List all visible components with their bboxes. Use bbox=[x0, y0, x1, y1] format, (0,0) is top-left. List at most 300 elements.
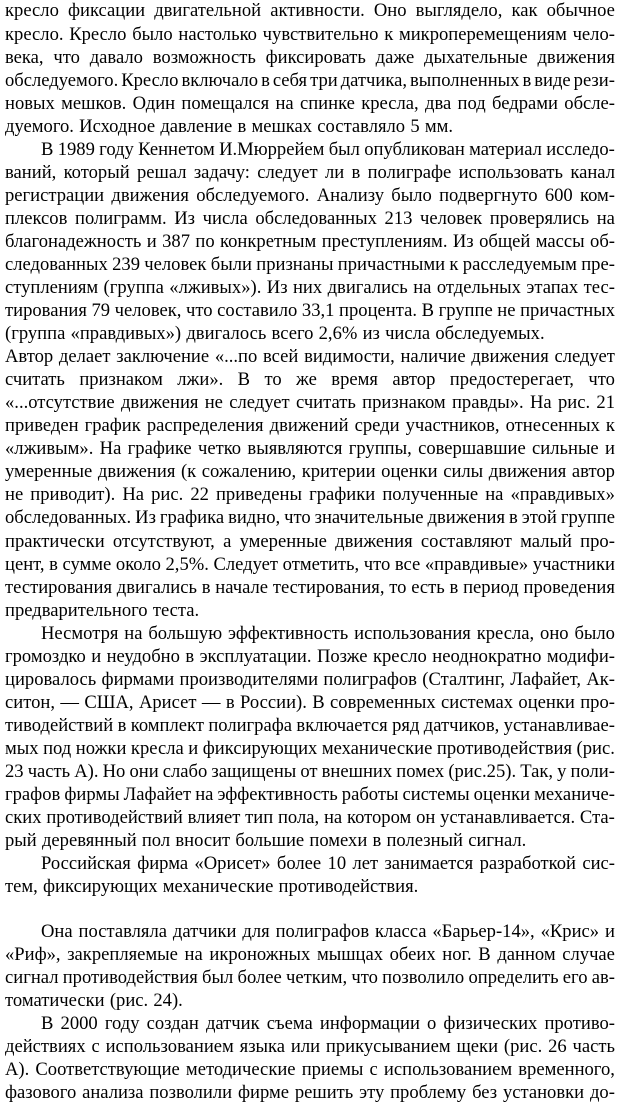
word: эту bbox=[359, 1082, 385, 1103]
text-line bbox=[5, 829, 615, 853]
word: Но bbox=[102, 761, 126, 782]
word: эффективность bbox=[217, 784, 338, 805]
word: признаны bbox=[256, 254, 334, 275]
word: причастных bbox=[520, 300, 615, 321]
text-line bbox=[5, 1058, 615, 1082]
word: Лафайет, bbox=[510, 669, 581, 690]
word: более bbox=[237, 967, 282, 988]
text-line bbox=[5, 553, 615, 577]
word: что bbox=[363, 554, 391, 575]
word: не bbox=[5, 484, 24, 505]
word: противодействий bbox=[46, 807, 183, 828]
text-line bbox=[5, 875, 615, 899]
word: фиксировать bbox=[265, 47, 366, 68]
word: группе bbox=[438, 300, 493, 321]
word: случае bbox=[562, 944, 615, 965]
word: движения bbox=[471, 346, 549, 367]
word: 79 bbox=[91, 300, 111, 321]
word: томатически bbox=[5, 990, 105, 1011]
word: рый bbox=[5, 830, 37, 851]
word: данном bbox=[497, 944, 556, 965]
word: или bbox=[290, 1036, 321, 1057]
word: Позже bbox=[316, 646, 368, 667]
word: 24). bbox=[153, 990, 183, 1011]
word: Из bbox=[266, 277, 288, 298]
word: Российская bbox=[41, 853, 131, 874]
word: значительные bbox=[314, 507, 424, 528]
word: (рис.25). bbox=[448, 761, 517, 782]
word: делает bbox=[58, 346, 111, 367]
word: человек bbox=[420, 208, 483, 229]
text-line bbox=[5, 69, 615, 93]
word: исследо- bbox=[546, 139, 615, 160]
word: решить bbox=[294, 1082, 354, 1103]
text-line bbox=[5, 576, 615, 600]
word: эффективность bbox=[227, 623, 349, 644]
word: человек, bbox=[114, 300, 182, 321]
word: двигалось bbox=[186, 323, 267, 344]
word: позволило bbox=[382, 967, 465, 988]
word: слабо bbox=[162, 761, 208, 782]
word: рис. bbox=[557, 392, 591, 413]
word: проверялись bbox=[489, 208, 590, 229]
word: в bbox=[522, 70, 532, 91]
text-line bbox=[5, 23, 615, 47]
word: опубликован bbox=[364, 139, 465, 160]
word: сумме bbox=[62, 554, 112, 575]
word: возможность bbox=[152, 47, 256, 68]
text-line bbox=[5, 437, 615, 461]
word: массы bbox=[535, 231, 585, 252]
text-line bbox=[5, 253, 615, 277]
word: России). bbox=[240, 692, 307, 713]
word: решал bbox=[136, 162, 187, 183]
word: фирмы bbox=[64, 784, 120, 805]
word: 23 bbox=[5, 761, 24, 782]
word: двигались bbox=[327, 277, 408, 298]
word: следует bbox=[257, 162, 318, 183]
text-line bbox=[5, 414, 615, 438]
word: ли bbox=[324, 162, 345, 183]
word: «...по bbox=[214, 346, 258, 367]
word: «лживым». bbox=[5, 438, 94, 459]
word: критерии bbox=[301, 461, 376, 482]
text-line bbox=[41, 622, 615, 646]
word: участники bbox=[532, 554, 615, 575]
word: позволили bbox=[149, 1082, 233, 1103]
word: на bbox=[323, 807, 343, 828]
word: автор bbox=[392, 369, 436, 390]
word: активности. bbox=[270, 0, 365, 21]
word: тес- bbox=[583, 277, 615, 298]
word: «Барьер-14», bbox=[432, 921, 535, 942]
word: пре- bbox=[581, 254, 615, 275]
word: в bbox=[351, 162, 361, 183]
word: полиграфе bbox=[367, 162, 452, 183]
word: мых bbox=[5, 738, 39, 759]
word: видно, bbox=[228, 507, 281, 528]
word: числа bbox=[385, 323, 431, 344]
word: 239 bbox=[112, 254, 140, 275]
word: всей bbox=[263, 346, 299, 367]
word: устанавливается. bbox=[440, 807, 576, 828]
text-line bbox=[5, 530, 615, 554]
word: ваний, bbox=[5, 162, 57, 183]
word: приемы bbox=[301, 1059, 364, 1080]
word: обследуемого. bbox=[5, 70, 119, 91]
word: неудобно bbox=[106, 646, 180, 667]
text-line bbox=[5, 460, 615, 484]
word: году bbox=[99, 139, 134, 160]
word: и bbox=[146, 231, 157, 252]
word: канал bbox=[570, 162, 615, 183]
word: материал bbox=[469, 139, 542, 160]
word: ком- bbox=[580, 185, 615, 206]
word: помехи bbox=[309, 830, 368, 851]
word: по bbox=[195, 231, 215, 252]
word: На bbox=[122, 484, 145, 505]
word: составляют bbox=[420, 531, 512, 552]
text-line bbox=[5, 714, 615, 738]
word: (рис. bbox=[576, 738, 615, 759]
word: информации bbox=[319, 1013, 420, 1034]
word: 387 bbox=[162, 231, 190, 252]
word: плексов bbox=[5, 208, 68, 229]
word: на bbox=[124, 623, 143, 644]
word: «правдивых» bbox=[510, 484, 615, 505]
word: «Риф», bbox=[5, 944, 61, 965]
word: дуемого. bbox=[5, 116, 74, 137]
text-line bbox=[5, 46, 615, 70]
text-line bbox=[5, 966, 615, 990]
word: распределения bbox=[146, 415, 264, 436]
text-line bbox=[5, 737, 615, 761]
word: включается bbox=[296, 715, 388, 736]
word: мм. bbox=[424, 116, 453, 137]
text-line bbox=[41, 852, 615, 876]
word: В bbox=[478, 944, 491, 965]
word: что bbox=[186, 300, 213, 321]
text-line bbox=[5, 691, 615, 715]
word: было bbox=[574, 623, 615, 644]
text-line bbox=[5, 92, 615, 116]
word: кресла, bbox=[361, 93, 419, 114]
word: среди bbox=[354, 415, 400, 436]
word: поли- bbox=[570, 761, 615, 782]
word: был bbox=[202, 967, 234, 988]
word: вносит bbox=[175, 830, 231, 851]
word: ступлениям bbox=[5, 277, 99, 298]
word: Один bbox=[132, 93, 176, 114]
word: году bbox=[104, 1013, 140, 1034]
word: не bbox=[204, 392, 223, 413]
word: сис- bbox=[582, 853, 615, 874]
word: на bbox=[596, 208, 615, 229]
word: тем, bbox=[5, 876, 38, 897]
word: котором bbox=[346, 807, 412, 828]
word: всего bbox=[271, 323, 314, 344]
word: «лживых»). bbox=[169, 277, 262, 298]
word: следованных bbox=[5, 254, 108, 275]
word: на bbox=[413, 277, 432, 298]
word: 213 bbox=[384, 208, 413, 229]
word: процента. bbox=[339, 300, 417, 321]
word: кресла bbox=[130, 738, 184, 759]
text-line bbox=[41, 1012, 615, 1036]
word: Так, bbox=[520, 761, 554, 782]
word: себя bbox=[272, 70, 308, 91]
word: считать bbox=[5, 369, 65, 390]
word: производителями bbox=[179, 669, 319, 690]
word: от bbox=[300, 761, 318, 782]
word: Ак- bbox=[586, 669, 615, 690]
word: проведения bbox=[523, 577, 615, 598]
word: давление bbox=[160, 116, 233, 137]
word: двигательной bbox=[154, 0, 262, 21]
word: участников, bbox=[405, 415, 500, 436]
word: следует bbox=[554, 346, 615, 367]
word: он bbox=[416, 807, 436, 828]
text-line bbox=[5, 276, 615, 300]
word: об- bbox=[590, 231, 615, 252]
word: использовать bbox=[458, 162, 564, 183]
word: график bbox=[84, 415, 141, 436]
text-line bbox=[5, 391, 615, 415]
word: чело- bbox=[572, 24, 615, 45]
word: 5 bbox=[410, 116, 420, 137]
word: Следует bbox=[213, 554, 279, 575]
word: бедрами bbox=[492, 93, 558, 114]
word: практически bbox=[5, 531, 105, 552]
word: правды». bbox=[451, 392, 524, 413]
word: ряд bbox=[392, 715, 420, 736]
word: автор bbox=[571, 461, 615, 482]
word: кресла, bbox=[476, 623, 535, 644]
word: предостерегает, bbox=[449, 369, 574, 390]
word: в bbox=[237, 116, 247, 137]
word: группы, bbox=[348, 438, 412, 459]
word: спинке bbox=[299, 93, 355, 114]
word: икроножных bbox=[209, 944, 311, 965]
word: на bbox=[195, 784, 214, 805]
word: обследуемого. bbox=[196, 185, 310, 206]
word: оценки bbox=[518, 692, 575, 713]
word: с bbox=[369, 1059, 378, 1080]
word: лет bbox=[352, 853, 379, 874]
text-line bbox=[5, 483, 615, 507]
word: в bbox=[185, 646, 195, 667]
word: его bbox=[562, 967, 588, 988]
word: тиводействий bbox=[5, 715, 114, 736]
word: заключение bbox=[116, 346, 210, 367]
word: полиграфа bbox=[208, 715, 293, 736]
word: мешков. bbox=[61, 93, 127, 114]
word: фазового bbox=[5, 1082, 77, 1103]
word: для bbox=[242, 921, 270, 942]
word: временного, bbox=[518, 1059, 615, 1080]
word: сигнал. bbox=[468, 830, 527, 851]
word: создан bbox=[146, 1013, 199, 1034]
word: устанавливае- bbox=[503, 715, 615, 736]
word: А). bbox=[74, 761, 99, 782]
word: Из bbox=[174, 208, 196, 229]
word: большие bbox=[235, 830, 305, 851]
word: фирмами bbox=[101, 669, 175, 690]
word: громоздко bbox=[5, 646, 86, 667]
word: (рис. bbox=[109, 990, 149, 1011]
word: отдельных bbox=[436, 277, 521, 298]
word: задачу: bbox=[193, 162, 250, 183]
word: фиксирующих bbox=[202, 738, 318, 759]
word: методические bbox=[185, 1059, 296, 1080]
word: 22 bbox=[190, 484, 209, 505]
word: защищены bbox=[211, 761, 297, 782]
word: закрепляемые bbox=[67, 944, 178, 965]
word: кресло bbox=[372, 646, 427, 667]
word: виде bbox=[534, 70, 571, 91]
word: ног. bbox=[442, 944, 472, 965]
word: в bbox=[117, 715, 127, 736]
word: отсутствуют, bbox=[112, 531, 215, 552]
word: датчики bbox=[172, 921, 237, 942]
word: движения bbox=[120, 392, 199, 413]
word: эксплуатации. bbox=[199, 646, 312, 667]
word: Лафайет bbox=[123, 784, 192, 805]
word: в bbox=[449, 577, 459, 598]
word: человек bbox=[144, 254, 207, 275]
word: два bbox=[424, 93, 452, 114]
word: рис. bbox=[151, 484, 184, 505]
word: деревянный bbox=[41, 830, 137, 851]
word: обычное bbox=[546, 0, 615, 21]
word: графов bbox=[5, 784, 61, 805]
word: полиграмм. bbox=[75, 208, 167, 229]
word: около bbox=[115, 554, 161, 575]
text-line bbox=[5, 1035, 615, 1059]
word: Кресло bbox=[69, 24, 127, 45]
word: что bbox=[351, 967, 378, 988]
text-line bbox=[5, 184, 615, 208]
word: «правдивых») bbox=[70, 323, 182, 344]
word: группе bbox=[560, 507, 615, 528]
word: обследованных bbox=[255, 208, 377, 229]
word: занимается bbox=[384, 853, 474, 874]
word: время bbox=[331, 369, 378, 390]
word: противодействия bbox=[436, 738, 573, 759]
text-line bbox=[5, 668, 615, 692]
word: полезный bbox=[386, 830, 463, 851]
word: в bbox=[49, 554, 58, 575]
word: механические bbox=[162, 876, 274, 897]
text-line bbox=[5, 299, 615, 323]
word: В bbox=[312, 692, 325, 713]
word: анализа bbox=[82, 1082, 144, 1103]
text-line bbox=[5, 368, 615, 392]
word: В bbox=[421, 300, 434, 321]
word: проблему bbox=[390, 1082, 467, 1103]
text-line bbox=[5, 230, 615, 254]
word: признаком bbox=[79, 369, 163, 390]
word: сигнал bbox=[5, 967, 59, 988]
word: лжи». bbox=[177, 369, 224, 390]
word: что bbox=[53, 47, 80, 68]
word: 2,6% bbox=[318, 323, 358, 344]
word: а bbox=[223, 531, 232, 552]
word: движения bbox=[97, 461, 176, 482]
word: современных bbox=[330, 692, 436, 713]
word: без bbox=[472, 1082, 498, 1103]
word: регистрации bbox=[5, 185, 105, 206]
word: пола, bbox=[277, 807, 320, 828]
word: пол bbox=[141, 830, 171, 851]
word: использованием bbox=[105, 1036, 234, 1057]
word: и bbox=[604, 921, 615, 942]
word: большую bbox=[148, 623, 223, 644]
word: (Сталтинг, bbox=[422, 669, 505, 690]
word: цент, bbox=[5, 554, 45, 575]
word: что bbox=[284, 507, 311, 528]
word: графике bbox=[127, 438, 192, 459]
word: были bbox=[210, 254, 252, 275]
word: в bbox=[201, 577, 211, 598]
word: неоднократно bbox=[432, 646, 542, 667]
word: оценки bbox=[473, 784, 531, 805]
word: даже bbox=[375, 47, 415, 68]
word: системах bbox=[441, 692, 514, 713]
word: движения bbox=[427, 507, 506, 528]
text-line bbox=[5, 599, 615, 623]
word: на bbox=[485, 484, 504, 505]
word: настолько bbox=[178, 24, 257, 45]
word: ножки bbox=[75, 738, 127, 759]
word: то bbox=[264, 369, 282, 390]
word: сильные bbox=[532, 438, 599, 459]
word: В bbox=[41, 139, 54, 160]
word: часть bbox=[572, 1036, 615, 1057]
word: поставляла bbox=[78, 921, 167, 942]
word: разработкой bbox=[479, 853, 576, 874]
word: И.Мюррейем bbox=[219, 139, 325, 160]
word: Исходное bbox=[79, 116, 156, 137]
word: приводит). bbox=[30, 484, 116, 505]
word: противо- bbox=[544, 1013, 615, 1034]
text-line bbox=[5, 760, 615, 784]
word: В bbox=[237, 369, 251, 390]
word: есть bbox=[411, 577, 445, 598]
word: приведен bbox=[5, 415, 79, 436]
text-line bbox=[5, 783, 615, 807]
word: щеки bbox=[456, 1036, 499, 1057]
word: ситон, bbox=[5, 692, 55, 713]
word: На bbox=[529, 392, 552, 413]
word: полиграфов bbox=[275, 921, 370, 942]
word: тирования bbox=[5, 300, 87, 321]
word: полиграфов bbox=[323, 669, 417, 690]
word: двигались bbox=[116, 577, 197, 598]
word: все bbox=[394, 554, 421, 575]
word: тестирования, bbox=[272, 577, 385, 598]
word: 33,1 bbox=[301, 300, 335, 321]
word: физических bbox=[443, 1013, 538, 1034]
word: помех bbox=[396, 761, 445, 782]
word: языка bbox=[239, 1036, 286, 1057]
word: механические bbox=[321, 738, 433, 759]
word: в bbox=[261, 70, 270, 91]
text-line bbox=[41, 920, 615, 944]
word: определить bbox=[468, 967, 559, 988]
word: фиксирующих bbox=[43, 876, 158, 897]
word: не bbox=[497, 300, 516, 321]
